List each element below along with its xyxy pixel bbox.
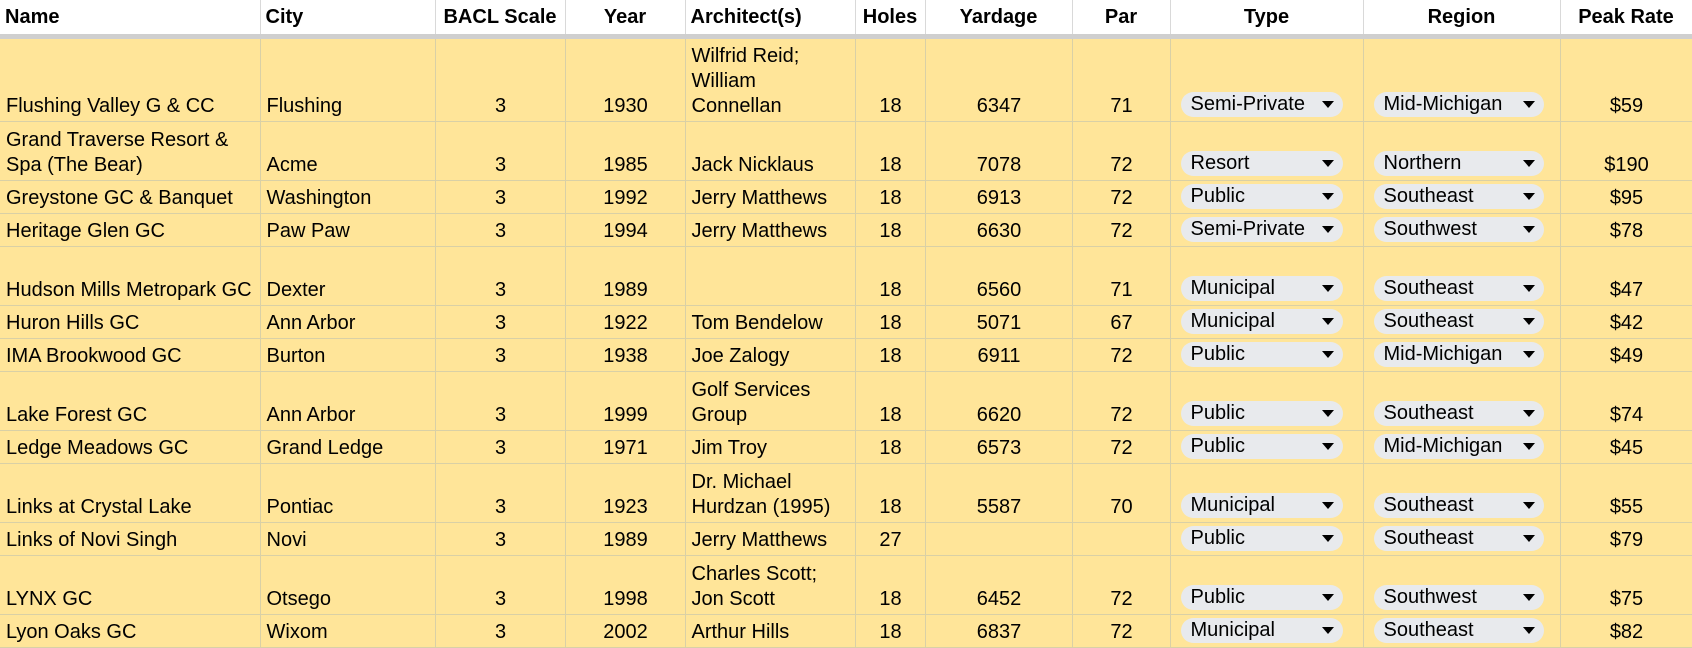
cell-name[interactable]: Hudson Mills Metropark GC: [0, 247, 260, 306]
region-dropdown[interactable]: [1374, 618, 1544, 643]
chevron-down-icon[interactable]: [1322, 318, 1334, 325]
cell-peak-rate[interactable]: $95: [1560, 181, 1692, 214]
cell-holes[interactable]: 18: [855, 181, 925, 214]
cell-architects[interactable]: Charles Scott; Jon Scott: [685, 556, 855, 615]
type-dropdown-label: Semi-Private: [1190, 218, 1305, 240]
chevron-down-icon[interactable]: [1322, 502, 1334, 509]
column-header-name[interactable]: Name: [0, 0, 260, 37]
chevron-down-icon[interactable]: [1322, 535, 1334, 542]
cell-peak-rate[interactable]: $82: [1560, 615, 1692, 648]
chevron-down-icon[interactable]: [1523, 627, 1535, 634]
type-dropdown[interactable]: [1181, 309, 1343, 334]
cell-city[interactable]: Novi: [260, 523, 435, 556]
cell-holes[interactable]: 18: [855, 247, 925, 306]
cell-type: [1170, 372, 1363, 431]
cell-architects[interactable]: Wilfrid Reid; William Connellan: [685, 37, 855, 122]
cell-region: [1363, 339, 1560, 372]
cell-name[interactable]: Links of Novi Singh: [0, 523, 260, 556]
table-row: [0, 306, 1692, 339]
cell-yardage[interactable]: 6913: [925, 181, 1072, 214]
cell-par[interactable]: 72: [1072, 372, 1170, 431]
cell-type: [1170, 37, 1363, 122]
cell-region: [1363, 37, 1560, 122]
region-dropdown-label: Southwest: [1383, 218, 1477, 240]
cell-yardage[interactable]: 5071: [925, 306, 1072, 339]
cell-type: [1170, 306, 1363, 339]
cell-architects[interactable]: Dr. Michael Hurdzan (1995): [685, 464, 855, 523]
type-dropdown[interactable]: [1181, 434, 1343, 459]
cell-bacl-scale[interactable]: 3: [435, 431, 565, 464]
chevron-down-icon[interactable]: [1322, 193, 1334, 200]
cell-city[interactable]: Otsego: [260, 556, 435, 615]
cell-name[interactable]: Heritage Glen GC: [0, 214, 260, 247]
table-row: [0, 372, 1692, 431]
column-header-architects[interactable]: Architect(s): [685, 0, 855, 37]
chevron-down-icon[interactable]: [1322, 410, 1334, 417]
table-row: [0, 615, 1692, 648]
cell-peak-rate[interactable]: $55: [1560, 464, 1692, 523]
type-dropdown-label: Public: [1190, 586, 1245, 608]
cell-year[interactable]: 1994: [565, 214, 685, 247]
cell-holes[interactable]: 27: [855, 523, 925, 556]
region-dropdown[interactable]: [1374, 217, 1544, 242]
cell-year[interactable]: 2002: [565, 615, 685, 648]
column-header-type[interactable]: Type: [1170, 0, 1363, 37]
cell-year[interactable]: 1985: [565, 122, 685, 181]
cell-name[interactable]: IMA Brookwood GC: [0, 339, 260, 372]
type-dropdown-label: Public: [1190, 402, 1245, 424]
cell-type: [1170, 615, 1363, 648]
cell-region: [1363, 247, 1560, 306]
cell-par[interactable]: 72: [1072, 615, 1170, 648]
cell-region: [1363, 181, 1560, 214]
region-dropdown-label: Mid-Michigan: [1383, 343, 1503, 365]
cell-name[interactable]: Huron Hills GC: [0, 306, 260, 339]
chevron-down-icon[interactable]: [1322, 443, 1334, 450]
cell-name[interactable]: Lake Forest GC: [0, 372, 260, 431]
region-dropdown[interactable]: [1374, 276, 1544, 301]
cell-holes[interactable]: 18: [855, 339, 925, 372]
cell-type: [1170, 181, 1363, 214]
cell-architects[interactable]: Jerry Matthews: [685, 214, 855, 247]
cell-city[interactable]: Flushing: [260, 37, 435, 122]
chevron-down-icon[interactable]: [1523, 594, 1535, 601]
type-dropdown-label: Municipal: [1190, 310, 1275, 332]
cell-peak-rate[interactable]: $75: [1560, 556, 1692, 615]
cell-year[interactable]: 1989: [565, 523, 685, 556]
cell-yardage[interactable]: [925, 523, 1072, 556]
type-dropdown[interactable]: [1181, 342, 1343, 367]
type-dropdown-label: Public: [1190, 527, 1245, 549]
cell-holes[interactable]: 18: [855, 464, 925, 523]
cell-city[interactable]: Pontiac: [260, 464, 435, 523]
cell-par[interactable]: 70: [1072, 464, 1170, 523]
cell-type: [1170, 464, 1363, 523]
type-dropdown-label: Resort: [1190, 152, 1250, 174]
cell-region: [1363, 464, 1560, 523]
cell-yardage[interactable]: 6630: [925, 214, 1072, 247]
cell-type: [1170, 214, 1363, 247]
cell-city[interactable]: Ann Arbor: [260, 306, 435, 339]
cell-holes[interactable]: 18: [855, 122, 925, 181]
table-row: [0, 556, 1692, 615]
header-row: [0, 0, 1692, 37]
cell-region: [1363, 615, 1560, 648]
column-header-year[interactable]: Year: [565, 0, 685, 37]
cell-holes[interactable]: 18: [855, 214, 925, 247]
table-row: [0, 247, 1692, 306]
cell-region: [1363, 556, 1560, 615]
cell-bacl-scale[interactable]: 3: [435, 306, 565, 339]
type-dropdown-label: Municipal: [1190, 277, 1275, 299]
cell-bacl-scale[interactable]: 3: [435, 464, 565, 523]
cell-par[interactable]: 72: [1072, 214, 1170, 247]
cell-architects[interactable]: Jerry Matthews: [685, 523, 855, 556]
cell-holes[interactable]: 18: [855, 37, 925, 122]
chevron-down-icon[interactable]: [1523, 285, 1535, 292]
region-dropdown-label: Mid-Michigan: [1383, 93, 1503, 115]
cell-name[interactable]: Flushing Valley G & CC: [0, 37, 260, 122]
type-dropdown-label: Public: [1190, 185, 1245, 207]
cell-yardage[interactable]: 7078: [925, 122, 1072, 181]
region-dropdown[interactable]: [1374, 184, 1544, 209]
cell-city[interactable]: Acme: [260, 122, 435, 181]
cell-type: [1170, 339, 1363, 372]
cell-bacl-scale[interactable]: 3: [435, 37, 565, 122]
type-dropdown[interactable]: [1181, 585, 1343, 610]
cell-architects[interactable]: Tom Bendelow: [685, 306, 855, 339]
cell-city[interactable]: Grand Ledge: [260, 431, 435, 464]
cell-architects[interactable]: Jim Troy: [685, 431, 855, 464]
cell-peak-rate[interactable]: $47: [1560, 247, 1692, 306]
cell-name[interactable]: LYNX GC: [0, 556, 260, 615]
cell-city[interactable]: Wixom: [260, 615, 435, 648]
cell-year[interactable]: 1971: [565, 431, 685, 464]
chevron-down-icon[interactable]: [1523, 160, 1535, 167]
type-dropdown[interactable]: [1181, 618, 1343, 643]
chevron-down-icon[interactable]: [1523, 318, 1535, 325]
cell-holes[interactable]: 18: [855, 431, 925, 464]
cell-par[interactable]: 72: [1072, 556, 1170, 615]
chevron-down-icon[interactable]: [1523, 502, 1535, 509]
region-dropdown-label: Southeast: [1383, 277, 1474, 299]
cell-peak-rate[interactable]: $190: [1560, 122, 1692, 181]
table-row: [0, 214, 1692, 247]
cell-type: [1170, 431, 1363, 464]
cell-yardage[interactable]: 6560: [925, 247, 1072, 306]
cell-name[interactable]: Grand Traverse Resort & Spa (The Bear): [0, 122, 260, 181]
type-dropdown[interactable]: [1181, 92, 1343, 117]
chevron-down-icon[interactable]: [1523, 101, 1535, 108]
cell-city[interactable]: Paw Paw: [260, 214, 435, 247]
cell-yardage[interactable]: 6911: [925, 339, 1072, 372]
chevron-down-icon[interactable]: [1523, 193, 1535, 200]
cell-holes[interactable]: 18: [855, 372, 925, 431]
cell-architects[interactable]: Arthur Hills: [685, 615, 855, 648]
cell-name[interactable]: Lyon Oaks GC: [0, 615, 260, 648]
table-row: [0, 181, 1692, 214]
cell-par[interactable]: 71: [1072, 247, 1170, 306]
type-dropdown-label: Public: [1190, 435, 1245, 457]
cell-type: [1170, 247, 1363, 306]
cell-year[interactable]: 1922: [565, 306, 685, 339]
cell-city[interactable]: Ann Arbor: [260, 372, 435, 431]
cell-yardage[interactable]: 6620: [925, 372, 1072, 431]
column-header-par[interactable]: Par: [1072, 0, 1170, 37]
region-dropdown[interactable]: [1374, 342, 1544, 367]
chevron-down-icon[interactable]: [1523, 226, 1535, 233]
table-row: [0, 37, 1692, 122]
cell-yardage[interactable]: 6573: [925, 431, 1072, 464]
type-dropdown[interactable]: [1181, 217, 1343, 242]
region-dropdown[interactable]: [1374, 434, 1544, 459]
type-dropdown-label: Municipal: [1190, 619, 1275, 641]
cell-bacl-scale[interactable]: 3: [435, 339, 565, 372]
cell-year[interactable]: 1938: [565, 339, 685, 372]
cell-region: [1363, 431, 1560, 464]
chevron-down-icon[interactable]: [1322, 594, 1334, 601]
cell-bacl-scale[interactable]: 3: [435, 181, 565, 214]
cell-region: [1363, 214, 1560, 247]
table-row: [0, 431, 1692, 464]
cell-region: [1363, 372, 1560, 431]
type-dropdown[interactable]: [1181, 493, 1343, 518]
cell-peak-rate[interactable]: $78: [1560, 214, 1692, 247]
type-dropdown-label: Public: [1190, 343, 1245, 365]
cell-year[interactable]: 1992: [565, 181, 685, 214]
cell-name[interactable]: Ledge Meadows GC: [0, 431, 260, 464]
column-header-holes[interactable]: Holes: [855, 0, 925, 37]
type-dropdown[interactable]: [1181, 276, 1343, 301]
chevron-down-icon[interactable]: [1322, 351, 1334, 358]
cell-region: [1363, 122, 1560, 181]
cell-par[interactable]: 72: [1072, 181, 1170, 214]
cell-peak-rate[interactable]: $45: [1560, 431, 1692, 464]
cell-architects[interactable]: Jack Nicklaus: [685, 122, 855, 181]
region-dropdown[interactable]: [1374, 526, 1544, 551]
region-dropdown-label: Southeast: [1383, 494, 1474, 516]
cell-city[interactable]: Burton: [260, 339, 435, 372]
region-dropdown[interactable]: [1374, 309, 1544, 334]
region-dropdown[interactable]: [1374, 401, 1544, 426]
cell-region: [1363, 306, 1560, 339]
cell-par[interactable]: 71: [1072, 37, 1170, 122]
cell-year[interactable]: 1999: [565, 372, 685, 431]
cell-par[interactable]: [1072, 523, 1170, 556]
cell-bacl-scale[interactable]: 3: [435, 122, 565, 181]
cell-type: [1170, 122, 1363, 181]
region-dropdown-label: Southwest: [1383, 586, 1477, 608]
cell-year[interactable]: 1923: [565, 464, 685, 523]
cell-city[interactable]: Washington: [260, 181, 435, 214]
cell-peak-rate[interactable]: $59: [1560, 37, 1692, 122]
table-row: [0, 122, 1692, 181]
cell-holes[interactable]: 18: [855, 556, 925, 615]
cell-bacl-scale[interactable]: 3: [435, 556, 565, 615]
cell-bacl-scale[interactable]: 3: [435, 372, 565, 431]
chevron-down-icon[interactable]: [1322, 101, 1334, 108]
region-dropdown[interactable]: [1374, 493, 1544, 518]
region-dropdown[interactable]: [1374, 92, 1544, 117]
cell-bacl-scale[interactable]: 3: [435, 615, 565, 648]
cell-name[interactable]: Links at Crystal Lake: [0, 464, 260, 523]
region-dropdown-label: Mid-Michigan: [1383, 435, 1503, 457]
cell-architects[interactable]: Joe Zalogy: [685, 339, 855, 372]
region-dropdown-label: Southeast: [1383, 619, 1474, 641]
cell-name[interactable]: Greystone GC & Banquet: [0, 181, 260, 214]
cell-peak-rate[interactable]: $74: [1560, 372, 1692, 431]
cell-architects[interactable]: Golf Services Group: [685, 372, 855, 431]
region-dropdown[interactable]: [1374, 151, 1544, 176]
cell-bacl-scale[interactable]: 3: [435, 523, 565, 556]
type-dropdown[interactable]: [1181, 151, 1343, 176]
cell-bacl-scale[interactable]: 3: [435, 247, 565, 306]
region-dropdown-label: Southeast: [1383, 527, 1474, 549]
region-dropdown-label: Southeast: [1383, 310, 1474, 332]
cell-architects[interactable]: [685, 247, 855, 306]
cell-city[interactable]: Dexter: [260, 247, 435, 306]
type-dropdown-label: Semi-Private: [1190, 93, 1305, 115]
cell-architects[interactable]: Jerry Matthews: [685, 181, 855, 214]
chevron-down-icon[interactable]: [1523, 351, 1535, 358]
cell-bacl-scale[interactable]: 3: [435, 214, 565, 247]
region-dropdown[interactable]: [1374, 585, 1544, 610]
cell-year[interactable]: 1998: [565, 556, 685, 615]
cell-year[interactable]: 1989: [565, 247, 685, 306]
cell-yardage[interactable]: 5587: [925, 464, 1072, 523]
cell-holes[interactable]: 18: [855, 306, 925, 339]
column-header-peak-rate[interactable]: Peak Rate: [1560, 0, 1692, 37]
type-dropdown-label: Municipal: [1190, 494, 1275, 516]
cell-peak-rate[interactable]: $42: [1560, 306, 1692, 339]
chevron-down-icon[interactable]: [1322, 627, 1334, 634]
cell-par[interactable]: 72: [1072, 122, 1170, 181]
cell-holes[interactable]: 18: [855, 615, 925, 648]
chevron-down-icon[interactable]: [1322, 285, 1334, 292]
chevron-down-icon[interactable]: [1322, 160, 1334, 167]
cell-peak-rate[interactable]: $79: [1560, 523, 1692, 556]
cell-year[interactable]: 1930: [565, 37, 685, 122]
type-dropdown[interactable]: [1181, 401, 1343, 426]
cell-region: [1363, 523, 1560, 556]
chevron-down-icon[interactable]: [1523, 443, 1535, 450]
column-header-region[interactable]: Region: [1363, 0, 1560, 37]
cell-yardage[interactable]: 6347: [925, 37, 1072, 122]
cell-type: [1170, 556, 1363, 615]
region-dropdown-label: Northern: [1383, 152, 1462, 174]
chevron-down-icon[interactable]: [1322, 226, 1334, 233]
cell-par[interactable]: 72: [1072, 339, 1170, 372]
region-dropdown-label: Southeast: [1383, 185, 1474, 207]
table-row: [0, 523, 1692, 556]
table-row: [0, 339, 1692, 372]
chevron-down-icon[interactable]: [1523, 410, 1535, 417]
region-dropdown-label: Southeast: [1383, 402, 1474, 424]
column-header-yardage[interactable]: Yardage: [925, 0, 1072, 37]
table-row: [0, 464, 1692, 523]
type-dropdown[interactable]: [1181, 526, 1343, 551]
cell-yardage[interactable]: 6452: [925, 556, 1072, 615]
cell-par[interactable]: 67: [1072, 306, 1170, 339]
column-header-city[interactable]: City: [260, 0, 435, 37]
column-header-bacl-scale[interactable]: BACL Scale: [435, 0, 565, 37]
cell-peak-rate[interactable]: $49: [1560, 339, 1692, 372]
cell-type: [1170, 523, 1363, 556]
cell-yardage[interactable]: 6837: [925, 615, 1072, 648]
type-dropdown[interactable]: [1181, 184, 1343, 209]
chevron-down-icon[interactable]: [1523, 535, 1535, 542]
cell-par[interactable]: 72: [1072, 431, 1170, 464]
